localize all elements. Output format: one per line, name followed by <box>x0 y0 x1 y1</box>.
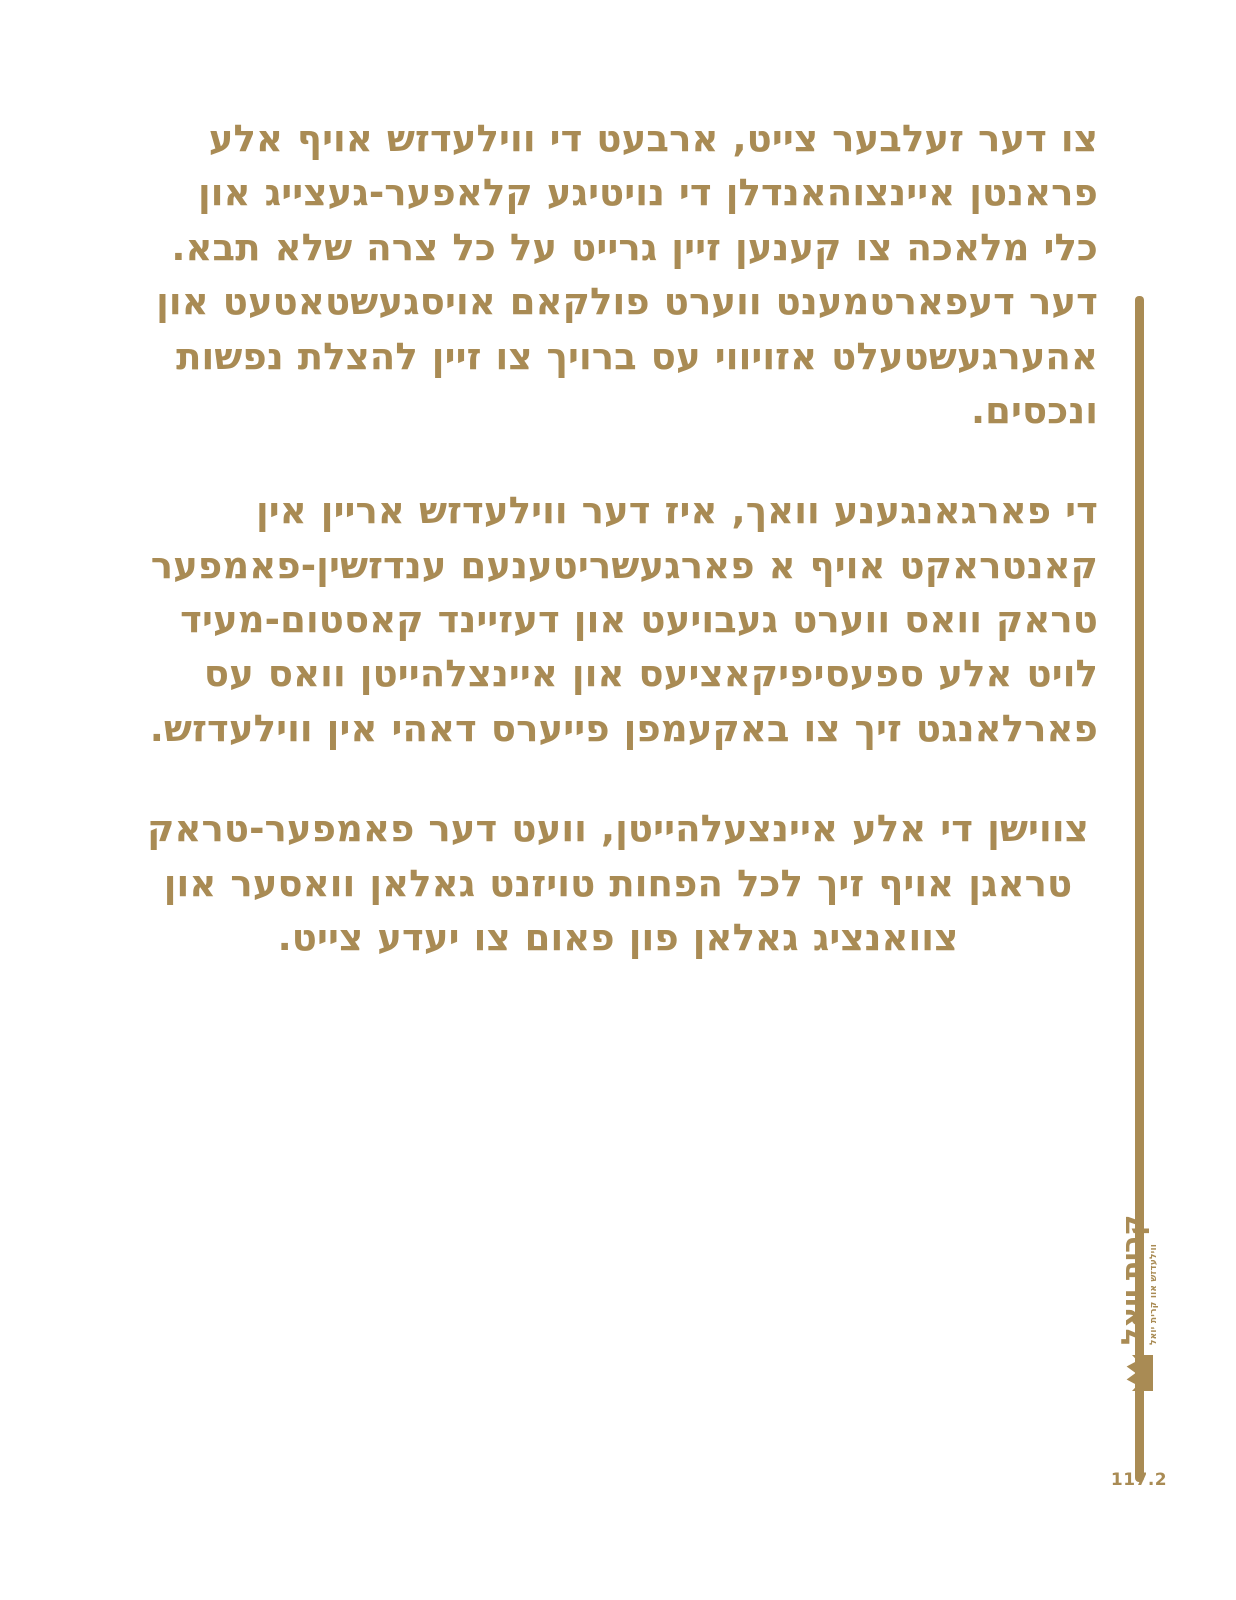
paragraph-2: די פארגאנגענע וואך, איז דער ווילעדזש אריין אין קאנטראקט אויף א פארגעשריטענעם ענדזשין-פאמפער טראק וואס ווערט געבויעט און דעזיינד קאסטום-מעיד לויט אלע ספעסיפיקאציעס און איינצלהייטן וואס עס פארלאנגט זיך צו באקעמפן פייערס דאהי אין ווילעדזש. <box>149 489 1098 750</box>
paragraph-1: צו דער זעלבער צייט, ארבעט די ווילעדזש אויף אלע פראנטן איינצוהאנדלן די נויטיגע קלאפער-געצייג און כלי מלאכה צו קענען זיין גרייט על כל צרה שלא תבא. דער דעפארטמענט ווערט פולקאם אויסגעשטאטעט און אהערגעשטעלט אזויווי עס ברויך צו זיין להצלת נפשות ונכסים. <box>156 117 1098 432</box>
logo-title: קרית יואל <box>1114 1215 1149 1345</box>
logo-subtitle: ווילעדזש אוו קרית יואל <box>1148 1243 1159 1345</box>
crown-icon <box>1118 1353 1158 1393</box>
page-number: 117.2 <box>1110 1470 1168 1490</box>
article-body <box>138 112 1098 965</box>
paragraph-3: צווישן די אלע איינצעלהייטן, וועט דער פאמפער-טראק טראגן אויף זיך לכל הפחות טויזנט גאלאן וואסער און צוואנציג גאלאן פון פאום צו יעדע צייט. <box>147 807 1089 959</box>
publication-logo <box>1104 1168 1172 1398</box>
